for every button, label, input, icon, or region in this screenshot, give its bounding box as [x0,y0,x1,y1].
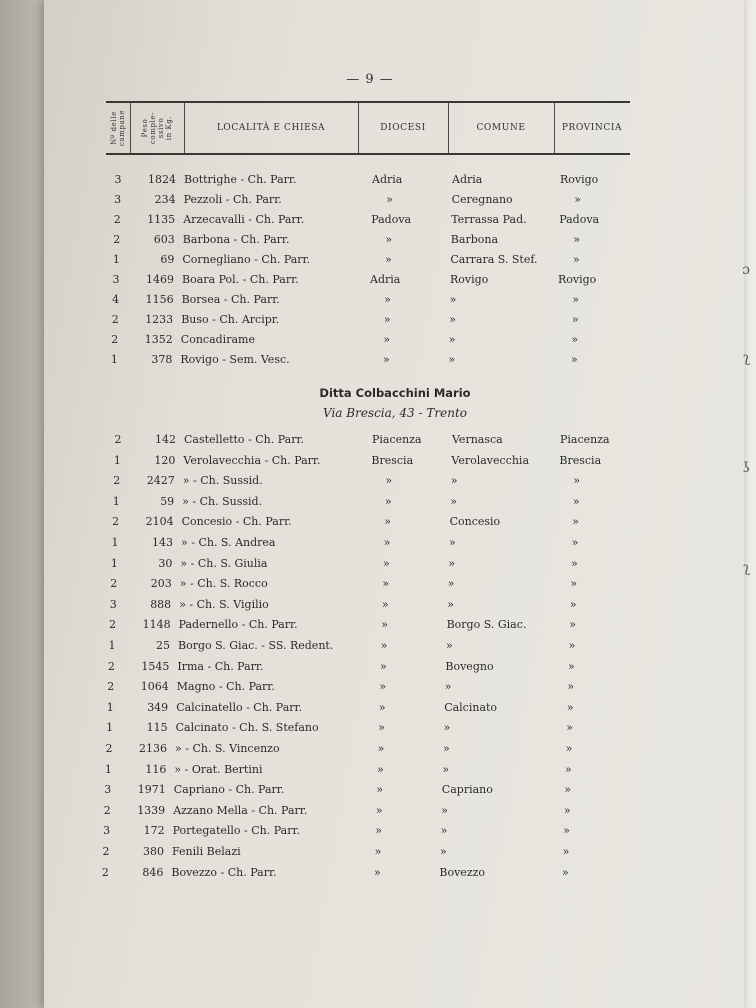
table-row [107,233,647,251]
cell-localita: Magno - Ch. Parr. [176,680,275,694]
cell-peso: 1064 [140,680,169,694]
cell-n: 1 [108,639,116,652]
cell-n: 1 [112,253,120,266]
cell-provincia: » [568,639,576,652]
cell-comune: » [449,536,456,549]
cell-localita: Rovigo - Sem. Vesc. [180,353,290,366]
cell-diocesi: » [384,515,391,529]
cell-provincia: » [565,742,573,755]
cell-provincia: » [562,845,570,858]
cell-diocesi: » [381,597,389,611]
table-row [106,253,646,271]
table-row [106,293,646,311]
table-row [101,660,641,678]
cell-peso: 116 [145,762,167,776]
cell-diocesi: » [378,700,386,714]
cell-diocesi: » [383,353,390,366]
cell-provincia: » [572,515,579,529]
cell-localita: Arzecavalli - Ch. Parr. [183,213,305,226]
table-row [108,193,648,211]
cell-diocesi: » [382,577,390,591]
table-row [107,474,647,492]
cell-provincia: » [571,353,578,366]
cell-provincia: » [562,865,569,879]
cell-peso: 603 [153,233,175,246]
cell-peso: 143 [152,536,173,549]
cell-provincia: » [570,577,578,591]
margin-mark: ʖ [742,460,750,476]
cell-localita: Buso - Ch. Arcipr. [181,313,280,326]
table-row [107,454,647,472]
table-row [102,639,642,657]
table-row [105,333,645,351]
table-row [104,353,644,371]
cell-comune: Borgo S. Giac. [446,618,527,632]
header-localita: LOCALITÀ E CHIESA [184,103,359,153]
cell-diocesi: » [383,536,391,549]
header-comune: COMUNE [448,103,555,153]
cell-localita: Castelletto - Ch. Parr. [184,433,305,446]
cell-n: 2 [111,313,119,326]
cell-localita: Calcinato - Ch. S. Stefano [175,721,319,735]
cell-n: 2 [112,515,120,529]
cell-localita: Concesio - Ch. Parr. [181,515,292,529]
page-number: — 9 — [346,72,394,87]
cell-peso: 69 [160,253,175,266]
cell-comune: Vernasca [452,433,503,446]
cell-n: 2 [107,659,115,673]
cell-peso: 1824 [148,173,176,186]
cell-n: 2 [114,433,122,446]
cell-provincia: » [567,680,575,694]
cell-localita: Capriano - Ch. Parr. [173,783,285,797]
cell-n: 2 [113,474,121,488]
cell-peso: 234 [154,193,176,206]
cell-diocesi: » [384,494,392,508]
cell-peso: 1135 [147,213,176,226]
cell-diocesi: » [376,783,384,797]
cell-comune: » [440,845,447,858]
cell-diocesi: » [378,721,385,735]
cell-provincia: Piacenza [560,433,610,446]
table-row [104,577,644,595]
table-row [106,515,646,533]
header-provincia: PROVINCIA [561,123,623,133]
cell-comune: » [446,639,453,652]
cell-n: 2 [101,865,109,879]
header-diocesi: DIOCESI [358,103,449,153]
cell-comune: Terrassa Pad. [451,213,527,226]
cell-n: 2 [110,577,118,591]
cell-diocesi: » [375,803,383,817]
cell-peso: 120 [154,453,176,467]
cell-comune: » [444,680,452,694]
cell-diocesi: » [386,193,393,206]
cell-localita: Pezzoli - Ch. Parr. [183,193,282,206]
table-row [98,763,638,781]
cell-peso: 846 [142,865,164,879]
cell-provincia: » [569,597,577,611]
table-row [104,557,644,575]
cell-localita: » - Ch. Sussid. [182,494,263,508]
cell-provincia: Rovigo [560,173,599,186]
cell-peso: 378 [151,353,173,366]
cell-diocesi: » [377,742,385,755]
cell-comune: » [450,494,457,508]
cell-diocesi: » [380,639,388,652]
table-row [100,721,640,739]
cell-localita: Borgo S. Giac. - SS. Redent. [178,639,334,652]
cell-n: 3 [114,193,122,206]
cell-n: 2 [113,233,121,246]
table-row [97,824,637,842]
cell-comune: Rovigo [450,273,489,286]
cell-comune: » [441,803,448,817]
cell-comune: » [443,721,451,735]
cell-comune: » [442,762,450,776]
table-row [101,680,641,698]
cell-diocesi: » [374,845,382,858]
cell-localita: Fenili Belazi [172,845,241,858]
cell-peso: 349 [147,700,169,714]
cell-diocesi: » [385,233,393,246]
cell-provincia: » [566,700,574,714]
margin-mark: ɔ [742,262,750,278]
cell-localita: » - Ch. S. Rocco [179,577,268,591]
cell-comune: » [447,597,454,611]
cell-localita: » - Ch. S. Vincenzo [175,742,280,755]
cell-provincia: » [571,536,579,549]
margin-mark: ʅ [743,560,750,576]
cell-diocesi: » [383,313,391,326]
cell-diocesi: » [374,865,381,879]
cell-localita: Calcinatello - Ch. Parr. [176,700,303,714]
cell-diocesi: » [385,474,393,488]
cell-localita: Padernello - Ch. Parr. [178,618,298,632]
cell-n: 1 [112,494,120,508]
cell-comune: » [440,824,448,838]
cell-diocesi: Padova [371,213,412,226]
cell-comune: » [450,474,458,488]
table-row [95,866,635,884]
cell-comune: » [448,333,456,346]
cell-n: 4 [112,293,120,306]
cell-localita: » - Orat. Bertini [174,762,263,776]
cell-comune: Verolavecchia [451,453,529,467]
cell-comune: » [448,556,456,570]
cell-n: 3 [109,597,117,611]
cell-comune: Bovezzo [439,865,486,879]
cell-localita: Borsea - Ch. Parr. [181,293,280,306]
cell-diocesi: » [377,762,384,776]
table-row [100,701,640,719]
ditta-name: Ditta Colbacchini Mario [319,386,471,400]
cell-localita: » - Ch. Sussid. [182,474,263,488]
cell-provincia: Padova [559,213,600,226]
cell-peso: 380 [143,845,164,858]
cell-provincia: » [568,659,575,673]
cell-diocesi: Adria [370,273,401,286]
cell-localita: Boara Pol. - Ch. Parr. [182,273,299,286]
table-row [106,273,646,291]
cell-peso: 25 [156,639,170,652]
cell-diocesi: Adria [372,173,403,186]
ditta-address: Via Brescia, 43 - Trento [323,406,467,420]
cell-n: 1 [106,700,114,714]
cell-peso: 1233 [145,313,174,326]
cell-localita: Barbona - Ch. Parr. [182,233,290,246]
cell-peso: 1339 [137,803,166,817]
cell-localita: Irma - Ch. Parr. [177,659,264,673]
cell-peso: 115 [146,721,168,735]
cell-n: 3 [112,273,120,286]
cell-comune: » [449,293,457,306]
cell-localita: Bovezzo - Ch. Parr. [171,865,277,879]
cell-comune: Carrara S. Stef. [450,253,538,266]
table-row [106,495,646,513]
table-row [108,433,648,451]
cell-n: 2 [111,333,119,346]
cell-provincia: Brescia [559,453,602,467]
cell-provincia: » [574,193,581,206]
cell-n: 2 [102,845,110,858]
cell-diocesi: Brescia [371,453,414,467]
table-row [98,783,638,801]
cell-diocesi: » [379,680,387,694]
cell-provincia: » [571,313,579,326]
cell-n: 3 [104,783,112,797]
cell-n: 2 [105,742,113,755]
cell-provincia: » [564,783,572,797]
cell-peso: 1148 [142,618,171,632]
cell-localita: Portegatello - Ch. Parr. [172,824,301,838]
cell-peso: 888 [150,597,172,611]
cell-localita: Concadirame [180,333,255,346]
cell-comune: » [448,353,456,366]
cell-diocesi: » [381,618,388,632]
cell-comune: Adria [452,173,483,186]
cell-comune: » [443,742,450,755]
cell-provincia: » [573,474,581,488]
cell-diocesi: » [383,333,391,346]
cell-peso: 1156 [145,293,174,306]
cell-localita: » - Ch. S. Andrea [181,536,276,549]
cell-comune: Bovegno [445,659,494,673]
table-row [99,742,639,760]
cell-comune: Barbona [450,233,499,246]
cell-peso: 203 [150,577,172,591]
cell-provincia: » [566,721,573,735]
cell-peso: 1352 [144,333,173,346]
cell-n: 1 [110,353,118,366]
cell-diocesi: » [380,659,387,673]
cell-n: 3 [114,173,122,186]
cell-provincia: » [563,803,571,817]
cell-provincia: » [565,762,572,776]
cell-n: 2 [103,803,111,817]
cell-diocesi: Piacenza [372,433,422,446]
cell-comune: » [449,313,456,326]
cell-peso: 1469 [146,273,174,286]
cell-localita: » - Ch. S. Giulia [180,556,268,570]
cell-comune: » [447,577,455,591]
table-row [105,536,645,554]
cell-provincia: » [569,618,576,632]
cell-comune: Concesio [449,515,501,529]
cell-localita: Bottrighe - Ch. Parr. [184,173,297,186]
cell-localita: » - Ch. S. Vigilio [179,597,269,611]
cell-provincia: » [573,233,581,246]
cell-peso: 2427 [146,474,175,488]
cell-provincia: » [571,333,579,346]
table-row [108,173,648,191]
cell-diocesi: » [384,293,391,306]
cell-peso: 30 [158,556,173,570]
table-row [97,804,637,822]
cell-peso: 59 [160,494,175,508]
cell-comune: Capriano [441,783,493,797]
cell-peso: 2136 [139,742,167,755]
cell-peso: 1971 [137,783,166,797]
table-row [103,598,643,616]
cell-n: 1 [113,453,121,467]
cell-n: 2 [107,680,115,694]
cell-peso: 172 [143,824,165,838]
cell-n: 1 [111,536,119,549]
cell-peso: 142 [155,433,176,446]
cell-n: 1 [106,721,114,735]
cell-localita: Verolavecchia - Ch. Parr. [183,453,321,467]
cell-localita: Cornegliano - Ch. Parr. [182,253,311,266]
cell-provincia: » [573,253,580,266]
cell-provincia: » [572,293,579,306]
cell-provincia: » [572,494,580,508]
cell-n: 1 [104,762,112,776]
cell-provincia: » [563,824,570,838]
cell-diocesi: » [375,824,382,838]
cell-diocesi: » [385,253,392,266]
table-row [103,618,643,636]
cell-diocesi: » [383,556,390,570]
table-row [105,313,645,331]
margin-mark: ʅ [743,350,750,366]
cell-n: 2 [113,213,121,226]
cell-localita: Azzano Mella - Ch. Parr. [173,803,308,817]
cell-peso: 2104 [145,515,174,529]
table-header [106,101,630,155]
cell-n: 3 [103,824,111,838]
cell-n: 1 [110,556,118,570]
cell-n: 2 [109,618,117,632]
cell-comune: Ceregnano [451,193,513,206]
cell-comune: Calcinato [444,700,498,714]
cell-provincia: Rovigo [558,273,597,286]
table-row [96,845,636,863]
cell-peso: 1545 [141,659,170,673]
cell-provincia: » [571,556,578,570]
header-peso: Peso comple- ssivo in Kg. [130,103,185,153]
table-row [107,213,647,231]
header-campane: Nº delle campane [106,103,131,153]
